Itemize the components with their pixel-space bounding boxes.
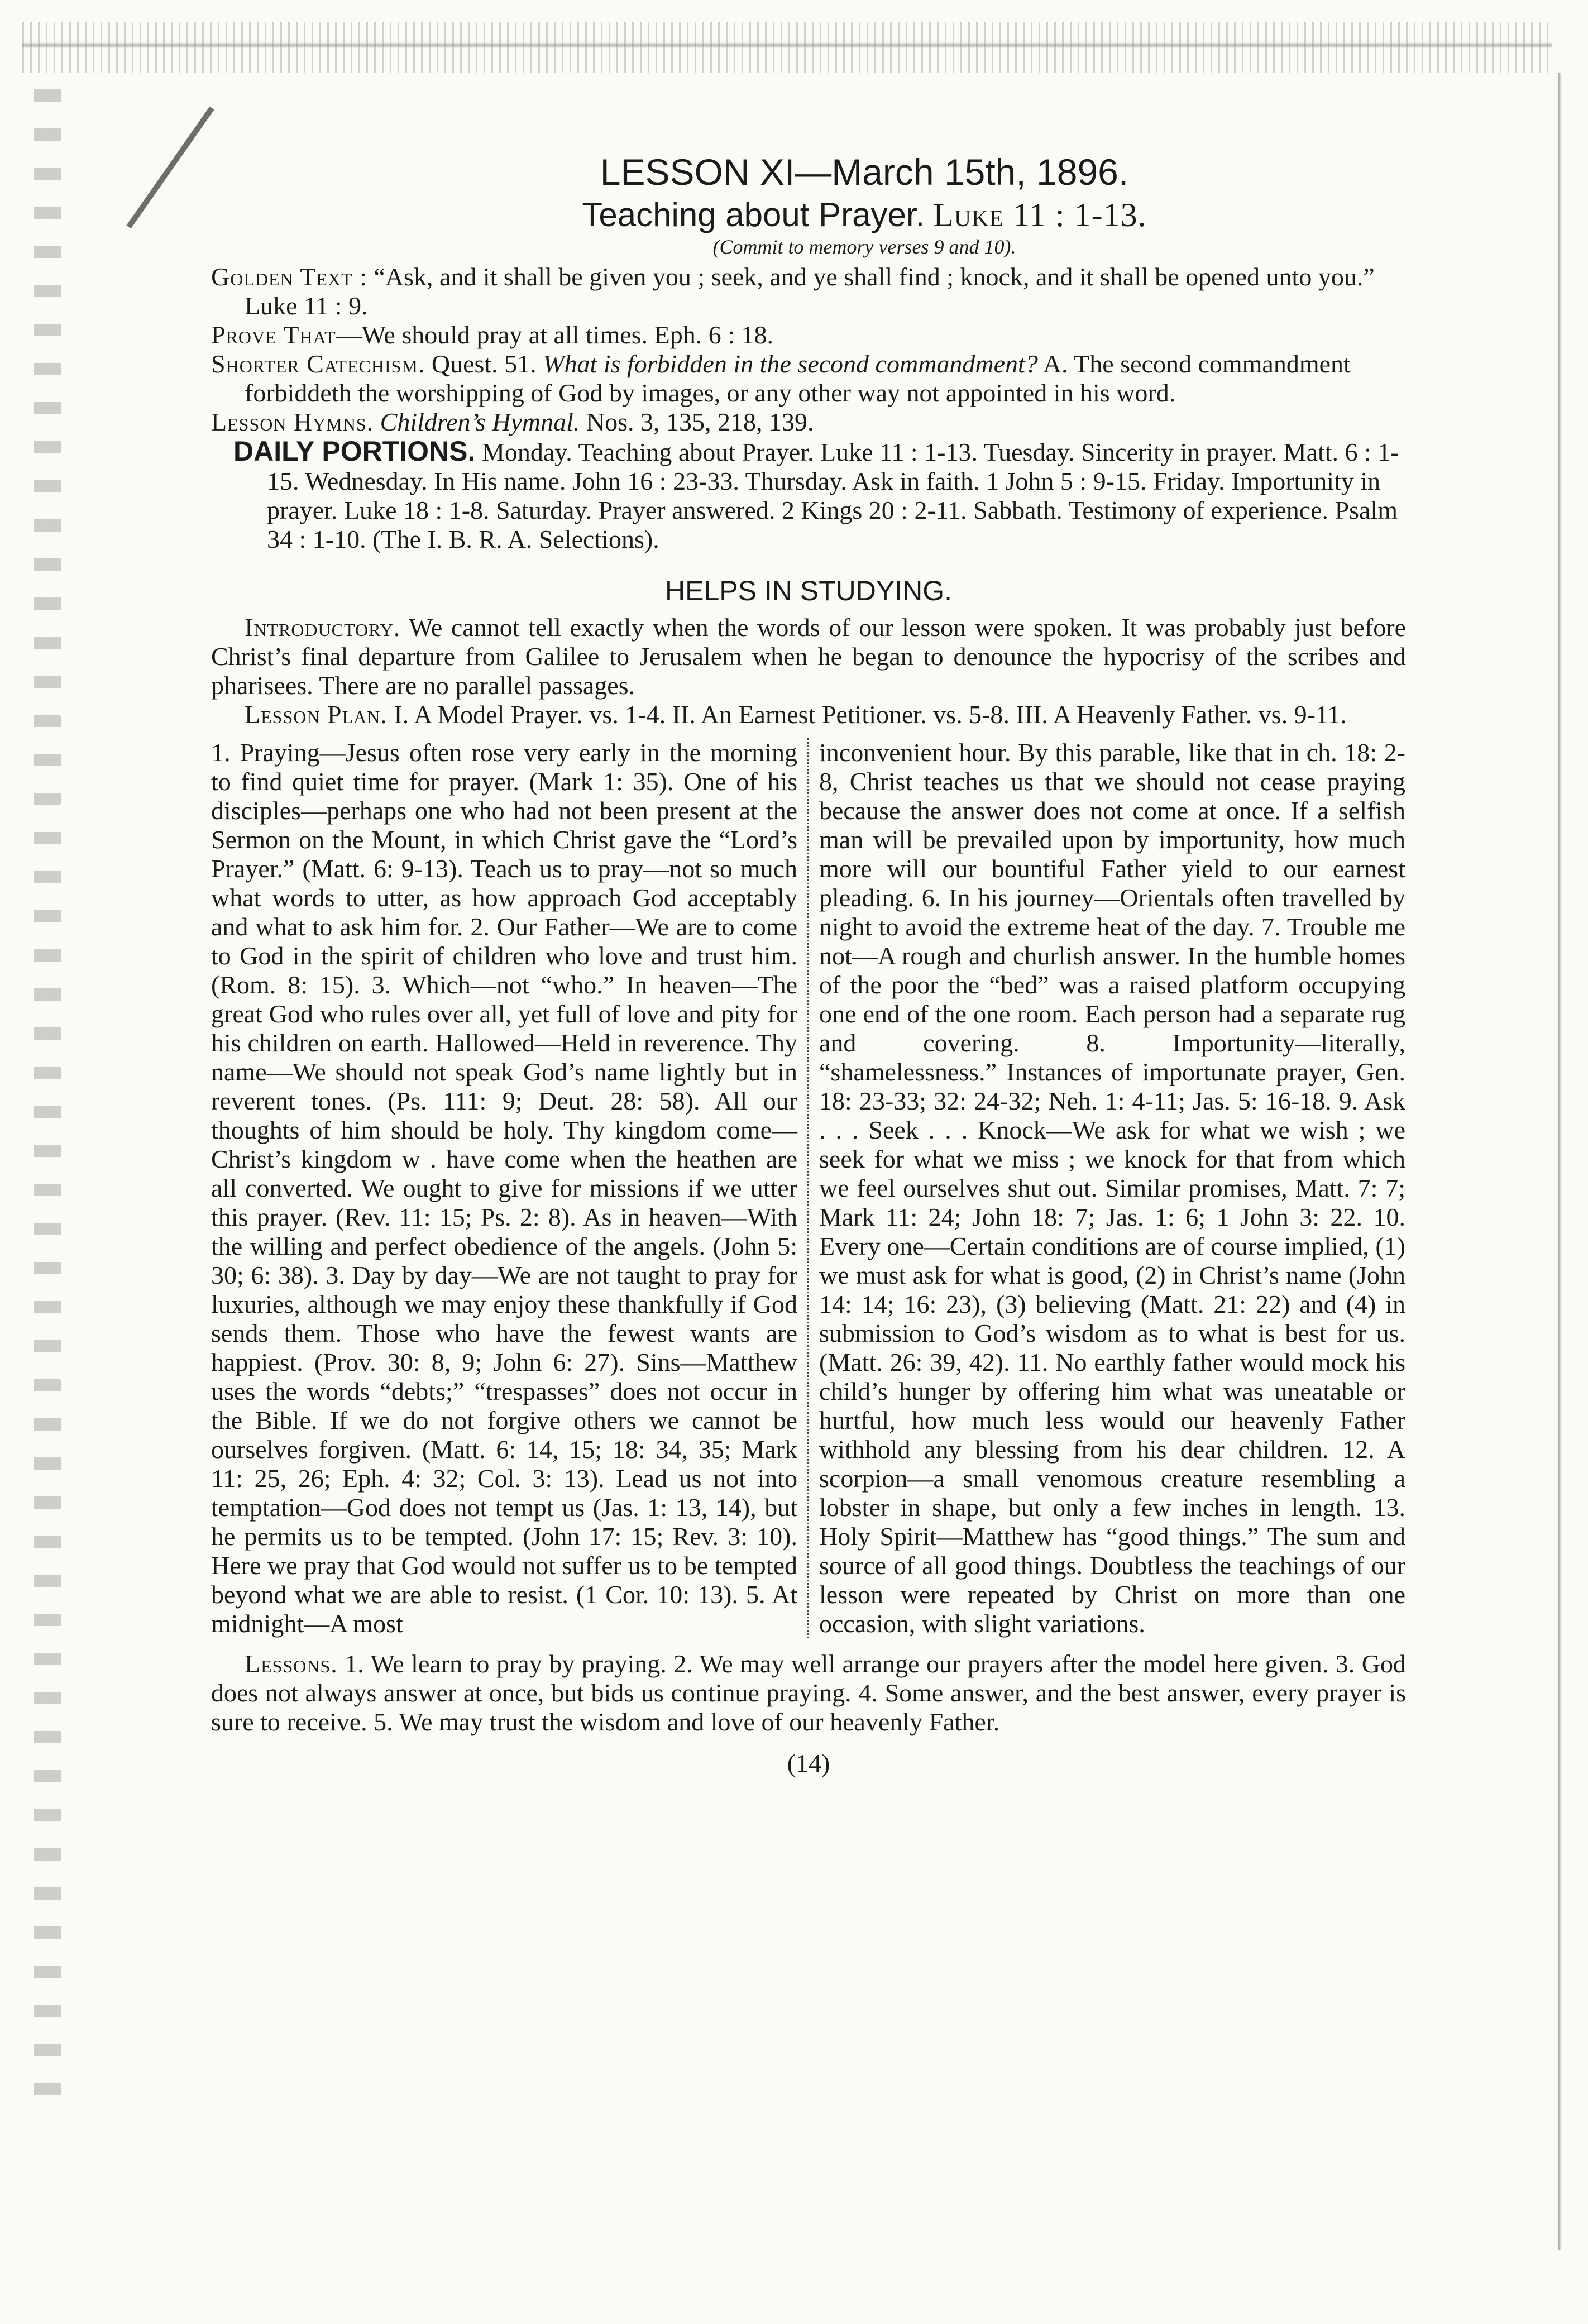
- daily-portions: [233, 437, 1406, 554]
- lesson-subtitle: [323, 195, 1406, 235]
- notes-column-left: 1. Praying—Jesus often rose very early in the morning to find quiet time for prayer. (Mark 1: 35). One of his disciples—perhaps one who had not been present at the Sermon on the Mount, in which Christ gave the “Lord’s Prayer.” (Matt. 6: 9-13). Teach us to pray—not so much what words to utter, as how approach God acceptably and what to ask him for. 2. Our Father—We are to come to God in the spirit of children who love and trust him. (Rom. 8: 15). 3. Which—not “who.” In heaven—The great God who rules over all, yet full of love and pity for his children on earth. Hallowed—Held in reverence. Thy name—We should not speak God’s name lightly but in reverent tones. (Ps. 111: 9; Deut. 28: 58). All our thoughts of him should be holy. Thy kingdom come—Christ’s kingdom w . have come when the heathen are all converted. We ought to give for missions if we utter this prayer. (Rev. 11: 15; Ps. 2: 8). As in heaven—With the willing and perfect obedience of the angels. (John 5: 30; 6: 38). 3. Day by day—We are not taught to pray for luxuries, although we may enjoy these thankfully if God sends them. Those who have the fewest wants are happiest. (Prov. 30: 8, 9; John 6: 27). Sins—Matthew uses the words “debts;” “trespasses” does not occur in the Bible. If we do not forgive others we cannot be ourselves forgiven. (Matt. 6: 14, 15; 18: 34, 35; Mark 11: 25, 26; Eph. 4: 32; Col. 3: 13). Lead us not into temptation—God does not tempt us (Jas. 1: 13, 14), but he permits us to be tempted. (John 17: 15; Rev. 3: 10). Here we pray that God would not suffer us to be tempted beyond what we are able to resist. (1 Cor. 10: 13). 5. At midnight—A most: [211, 738, 809, 1638]
- golden-text: [211, 262, 1406, 321]
- hymns-book: Children’s Hymnal.: [380, 408, 580, 436]
- golden-text-label: Golden Text :: [211, 262, 367, 291]
- catechism: [211, 350, 1406, 408]
- lesson-plan-label: Lesson Plan.: [245, 700, 388, 729]
- scan-noise-top: [22, 22, 1552, 73]
- lesson-reference: Luke 11 : 1-13.: [933, 197, 1147, 233]
- lesson-page: [211, 151, 1406, 1778]
- hymns-numbers: Nos. 3, 135, 218, 139.: [586, 408, 814, 436]
- scan-border-right: [1554, 73, 1566, 2250]
- scan-noise-left: [34, 89, 61, 2100]
- prove-that-body: —We should pray at all times. Eph. 6 : 18.: [336, 321, 773, 349]
- prove-that: [211, 321, 1406, 350]
- lessons-text: 1. We learn to pray by praying. 2. We may well arrange our prayers after the model here given. 3. God does not always answer at once, but bids us continue praying. 4. Some answer, and the best answer, every prayer is sure to receive. 5. We may trust the wisdom and love of our heavenly Father.: [211, 1649, 1406, 1736]
- helps-heading: HELPS IN STUDYING.: [665, 575, 952, 606]
- introductory: [211, 613, 1406, 700]
- notes-columns: [211, 738, 1406, 1638]
- commit-note: (Commit to memory verses 9 and 10).: [712, 236, 1016, 258]
- pen-mark: [126, 107, 214, 229]
- introductory-text: We cannot tell exactly when the words of our lesson were spoken. It was probably just before Christ’s final departure from Galilee to Jerusalem when he began to denounce the hypocrisy of the scribes and pharisees. There are no parallel passages.: [211, 613, 1406, 700]
- lesson-topic: Teaching about Prayer.: [582, 196, 925, 233]
- notes-column-right: inconvenient hour. By this parable, like that in ch. 18: 2-8, Christ teaches us that we should not cease praying because the answer does not come at once. If a selfish man will be prevailed upon by importunity, how much more will our bountiful Father yield to our earnest pleading. 6. In his journey—Orientals often travelled by night to avoid the extreme heat of the day. 7. Trouble me not—A rough and churlish answer. In the humble homes of the poor the “bed” was a raised platform occupying one end of the one room. Each person had a separate rug and covering. 8. Importunity—literally, “shamelessness.” Instances of importunate prayer, Gen. 18: 23-33; 32: 24-32; Neh. 1: 4-11; Jas. 5: 16-18. 9. Ask . . . Seek . . . Knock—We ask for what we wish ; we seek for what we miss ; we knock for that from which we feel ourselves shut out. Similar promises, Matt. 7: 7; Mark 11: 24; John 18: 7; Jas. 1: 6; 1 John 3: 22. 10. Every one—Certain conditions are of course implied, (1) we must ask for what is good, (2) in Christ’s name (John 14: 14; 16: 23), (3) believing (Matt. 21: 22) and (4) in submission to God’s wisdom as to what is best for us. (Matt. 26: 39, 42). 11. No earthly father would mock his child’s hunger by offering him what was uneatable or hurtful, how much less would our heavenly Father withhold any blessing from his dear children. 12. A scorpion—a small venomous creature resembling a lobster in shape, but only a few inches in length. 13. Holy Spirit—Matthew has “good things.” The sum and source of all good things. Doubtless the teachings of our lesson were repeated by Christ on more than one occasion, with slight variations.: [819, 738, 1406, 1638]
- catechism-quest: Quest. 51.: [431, 350, 537, 378]
- page-number: (14): [787, 1749, 830, 1777]
- catechism-question: What is forbidden in the second commandment?: [543, 350, 1038, 378]
- catechism-label: Shorter Catechism.: [211, 350, 425, 378]
- prove-that-label: Prove That: [211, 321, 336, 349]
- catechism-answer: A. The second commandment forbiddeth the worshipping of God by images, or any other way not appointed in his word.: [245, 350, 1351, 407]
- daily-label: DAILY PORTIONS.: [233, 436, 476, 467]
- lessons-label: Lessons.: [245, 1649, 338, 1678]
- lesson-plan: [211, 700, 1406, 729]
- introductory-label: Introductory.: [245, 613, 401, 642]
- lesson-plan-text: I. A Model Prayer. vs. 1-4. II. An Earnest Petitioner. vs. 5-8. III. A Heavenly Father. vs. 9-11.: [394, 700, 1347, 729]
- lesson-title: LESSON XI—March 15th, 1896.: [600, 151, 1129, 193]
- hymns-label: Lesson Hymns.: [211, 408, 374, 436]
- lesson-hymns: [211, 408, 1406, 437]
- lessons-summary: [211, 1649, 1406, 1737]
- daily-text: Monday. Teaching about Prayer. Luke 11 : 1-13. Tuesday. Sincerity in prayer. Matt. 6 : 1-15. Wednesday. In His name. John 16 : 23-33. Thursday. Ask in faith. 1 John 5 : 9-15. Friday. Importunity in prayer. Luke 18 : 1-8. Saturday. Prayer answered. 2 Kings 20 : 2-11. Sabbath. Testimony of experience. Psalm 34 : 1-10. (The I. B. R. A. Selections).: [267, 438, 1399, 553]
- golden-text-body: “Ask, and it shall be given you ; seek, and ye shall find ; knock, and it shall be opened unto you.” Luke 11 : 9.: [245, 262, 1375, 320]
